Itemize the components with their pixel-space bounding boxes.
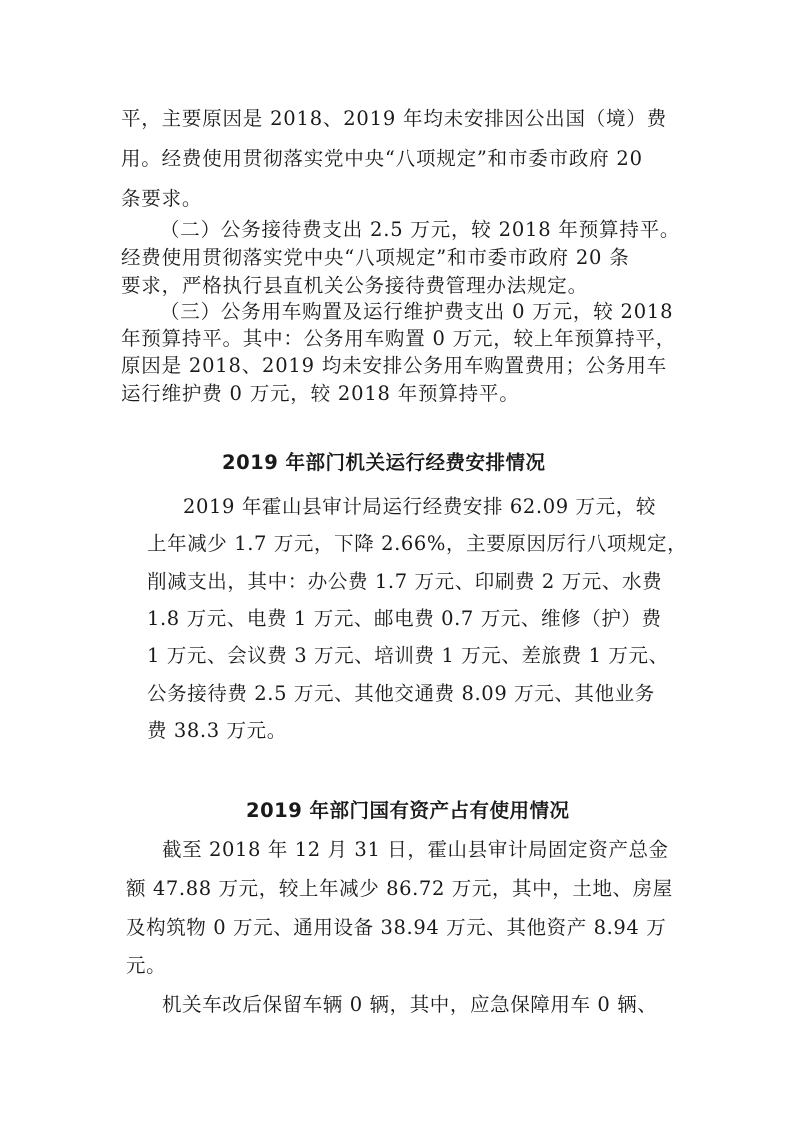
text-line: 原因是 2018、2019 均未安排公务用车购置费用；公务用车	[121, 354, 667, 377]
text-line: 元。	[126, 954, 167, 977]
text-line: 费 38.3 万元。	[147, 719, 287, 742]
text-line: 截至 2018 年 12 月 31 日，霍山县审计局固定资产总金	[162, 838, 669, 861]
text-line: 削减支出，其中：办公费 1.7 万元、印刷费 2 万元、水费	[147, 570, 663, 593]
text-line: 机关车改后保留车辆 0 辆，其中，应急保障用车 0 辆、	[162, 993, 658, 1016]
text-line: 公务接待费 2.5 万元、其他交通费 8.09 万元、其他业务	[147, 682, 655, 705]
text-line: （二）公务接待费支出 2.5 万元，较 2018 年预算持平。	[160, 218, 681, 241]
text-line: 运行维护费 0 万元，较 2018 年预算持平。	[121, 382, 520, 405]
text-line: 用。经费使用贯彻落实党中央“八项规定”和市委市政府 20	[121, 147, 643, 170]
text-line: 上年减少 1.7 万元，下降 2.66%，主要原因厉行八项规定，	[147, 532, 688, 555]
text-line: 经费使用贯彻落实党中央“八项规定”和市委市政府 20 条	[121, 246, 630, 269]
text-line: 要求，严格执行县直机关公务接待费管理办法规定。	[121, 274, 588, 297]
text-line: 条要求。	[121, 187, 203, 210]
text-line: 年预算持平。其中：公务用车购置 0 万元，较上年预算持平，	[121, 327, 677, 350]
text-line: 额 47.88 万元，较上年减少 86.72 万元，其中，土地、房屋	[126, 877, 673, 900]
section-heading-operating-funds: 2019 年部门机关运行经费安排情况	[222, 451, 546, 474]
text-line: 1 万元、会议费 3 万元、培训费 1 万元、差旅费 1 万元、	[147, 644, 669, 667]
text-line: 2019 年霍山县审计局运行经费安排 62.09 万元，较	[183, 495, 656, 518]
text-line: 1.8 万元、电费 1 万元、邮电费 0.7 万元、维修（护）费	[147, 607, 662, 630]
text-line: （三）公务用车购置及运行维护费支出 0 万元，较 2018	[160, 300, 674, 323]
text-line: 及构筑物 0 万元、通用设备 38.94 万元、其他资产 8.94 万	[126, 916, 667, 939]
text-line: 平，主要原因是 2018、2019 年均未安排因公出国（境）费	[121, 107, 667, 130]
section-heading-state-assets: 2019 年部门国有资产占有使用情况	[246, 799, 570, 822]
